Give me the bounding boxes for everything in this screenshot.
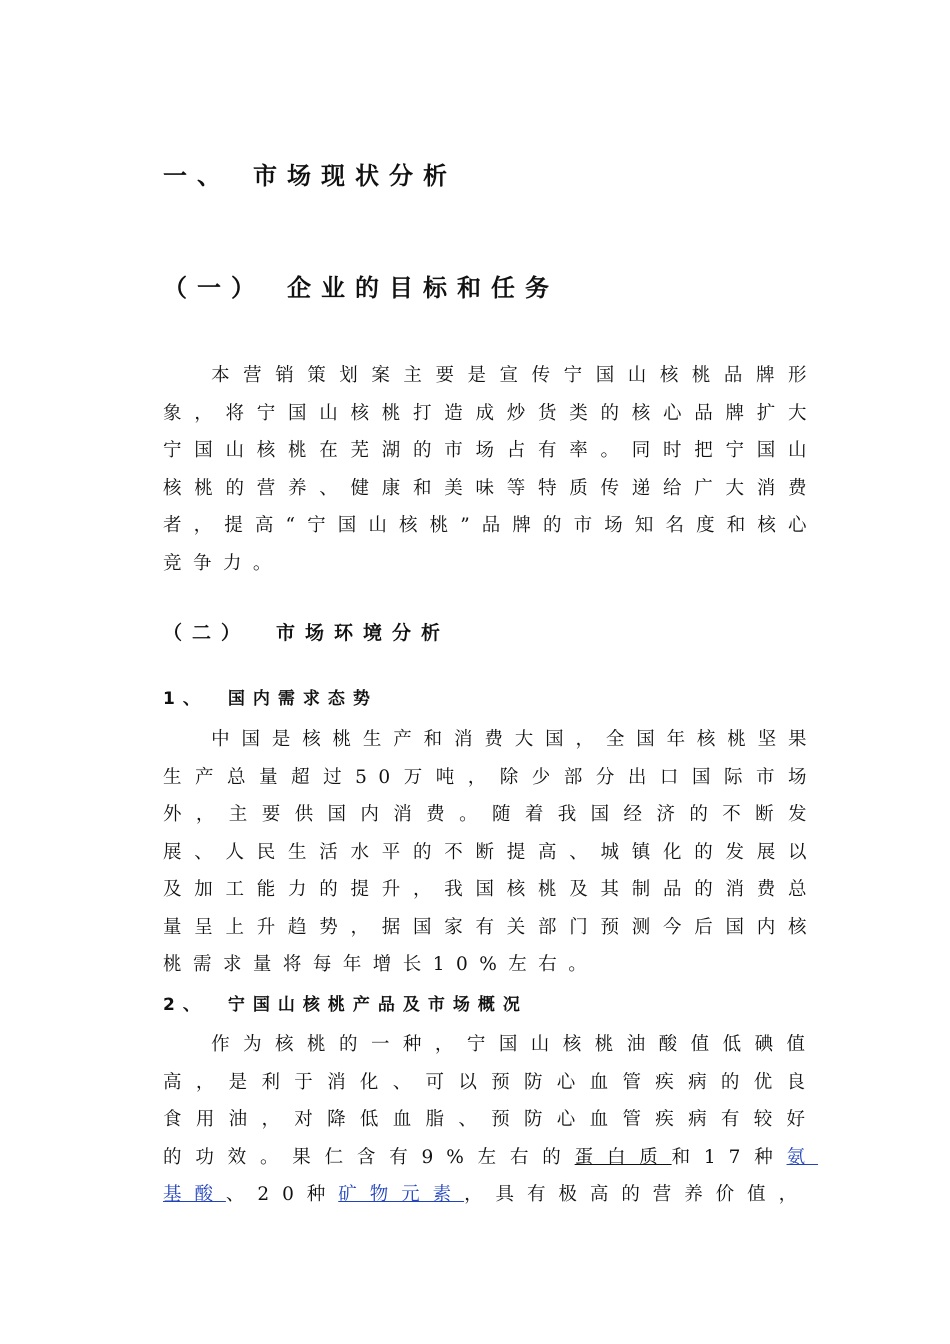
heading-domestic-demand xyxy=(163,684,378,709)
paragraph-text: ，具有极高的营养价值， xyxy=(464,1184,811,1205)
mineral-elements-link[interactable]: 矿物元素 xyxy=(338,1184,465,1205)
section-title: 市场现状分析 xyxy=(253,162,457,190)
section-number: 一、 xyxy=(163,162,231,190)
subsection-heading-market-env xyxy=(163,618,450,645)
item-title: 宁国山核桃产品及市场概况 xyxy=(227,995,528,1015)
domestic-demand-paragraph: 中国是核桃生产和消费大国，全国年核桃坚果生产总量超过50万吨，除少部分出口国际市场外，主要供国内消费。随着我国经济的不断发展、人民生活水平的不断提高、城镇化的发展以及加工能力的提升，我国核桃及其制品的消费总量呈上升趋势，据国家有关部门预测今后国内核桃需求量将每年增长10%左右。 xyxy=(163,729,818,975)
subsection-number: （二） xyxy=(163,622,251,644)
section-heading-1 xyxy=(163,156,457,191)
paragraph-text: 、20种 xyxy=(225,1184,339,1205)
product-market-paragraph xyxy=(163,1026,818,1214)
subsection-heading-goals xyxy=(163,268,559,303)
item-number: 2、 xyxy=(163,995,208,1015)
paragraph-text: 和17种 xyxy=(671,1146,787,1168)
protein-term: 蛋白质 xyxy=(574,1146,672,1168)
amino-acid-link[interactable]: 氨基酸 xyxy=(163,1146,819,1205)
item-title: 国内需求态势 xyxy=(227,689,378,709)
goals-paragraph: 本营销策划案主要是宣传宁国山核桃品牌形象，将宁国山核桃打造成炒货类的核心品牌扩大宁国山核桃在芜湖的市场占有率。同时把宁国山核桃的营养、健康和美味等特质传递给广大消费者，提高“宁国山核桃”品牌的市场知名度和核心竞争力。 xyxy=(163,365,818,574)
subsection-number: （一） xyxy=(163,274,265,302)
item-number: 1、 xyxy=(163,689,208,709)
subsection-title: 企业的目标和任务 xyxy=(287,274,559,302)
heading-product-market xyxy=(163,990,528,1015)
paragraph-text: 作为核桃的一种，宁国山核桃油酸值低碘值高，是利于消化、可以预防心血管疾病的优良食用油，对降低血脂、预防心血管疾病有较好的功效。果仁含有9%左右的 xyxy=(163,1034,818,1168)
subsection-title: 市场环境分析 xyxy=(276,622,451,644)
